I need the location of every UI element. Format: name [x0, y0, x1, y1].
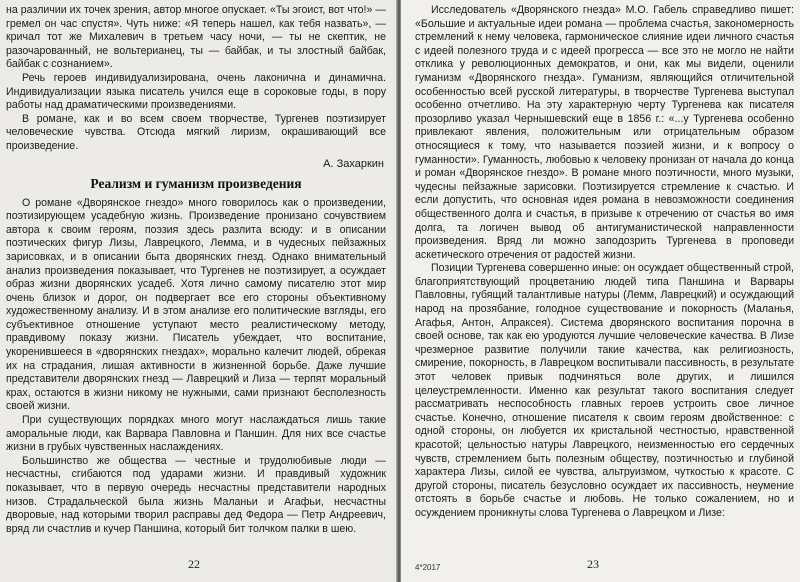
page-number: 23: [587, 557, 599, 571]
paragraph: Речь героев индивидуализирована, очень лаконична и динамична. Индивидуализации языка писатель учился еще в сороковые годы, в пору работы над драматическими произведениями.: [6, 71, 386, 112]
paragraph: Позиции Тургенева совершенно иные: он осуждает общественный строй, благоприятствующий процветанию людей типа Паншина и Варвары Павловны, губящий талантливые натуры (Лемм, Лаврецкий) и осуждающий народ на прозябание, голодное существование и покорность (Маланья, Агафья, Антон, Апраксея). Система дворянского воспитания порочна в своей основе, так как ею уродуются лучшие человеческие качества. В Лизе чрезмерное развитие получили такие качества, как религиозность, смирение, покорность, в Лаврецком воспитывали пассивность, в результате этот человек привык подчиняться воле других, и лишился целеустремленности. Именно как результат такого воспитания следует рассматривать неспособность главных героев устроить свое личное счастье. Конечно, отношение писателя к своим героям двойственное: с одной стороны, он любуется их кристальной честностью, нравственной красотой; цельностью натуры Лаврецкого, неизменностью его сердечных чувств, стремлением быть полезным обществу, поэтичностью и глубиной характера Лизы, силой ее чувства, альтруизмом, чуткостью к красоте. С другой стороны, писатель безусловно осуждает их пассивность, неумение отстоять в борьбе счастье и любовь. Не только сожалением, но и осуждением проникнуты слова Тургенева о Лаврецком и Лизе:: [415, 262, 795, 519]
page-number: 22: [188, 557, 200, 571]
right-page-text: [415, 4, 794, 521]
paragraph: В романе, как и во всем своем творчестве, Тургенев поэтизирует человеческие чувства. Отсюда мягкий лиризм, окрашивающий все произведение.: [6, 112, 386, 152]
paragraph: на различии их точек зрения, автор многое опускает. «Ты эгоист, вот что!» — гремел он час спустя». Чуть ниже: «Я теперь нашел, как тебя назвать», — кричал тот же Михалевич в третьем часу ночи, — ты не скептик, не разочарованный, не вольтерианец, ты — байбак, и ты злостный байбак, байбак с сознанием».: [6, 4, 386, 71]
issue-mark: 4*2017: [415, 563, 441, 572]
author-signature: А. Захаркин: [323, 157, 384, 170]
paragraph: Большинство же общества — честные и трудолюбивые люди — несчастны, сгибаются под ударами жизни. И правдивый художник показывает, что в первую очередь несчастны представители народных низов. Страдальческой была жизнь Маланьи и Агафьи, несчастны дворовые, над которыми творил расправы дед Федора — Петр Андреевич, вряд ли счастлив и кучер Паншина, который бит толчком палки в шею.: [6, 454, 386, 535]
right-page: [401, 0, 800, 582]
section-text: [6, 197, 386, 537]
paragraph: Исследователь «Дворянского гнезда» М.О. Габель справедливо пишет: «Большие и актуальные идеи романа — проблема счастья, закономерность стремлений к нему человека, гармоническое слияние идеи личного счастья с идеей полезного труда и с идеей прогресса — все это не могло не найти отклика у революционных демократов, и они, как мы видели, оценили гуманизм «Дворянского гнезда». Гуманизм, являющийся отличительной особенностью всей русской литературы, в творчестве Тургенева выступал особенно отчетливо. На эту характерную черту Тургенева как писателя прозорливо указал Чернышевский еще в 1856 г.: «...у Тургенева особенно привлекают явления, положительным или отрицательным образом относящиеся к тому, что называется поэзией жизни, и к вопросу о гуманности». Гуманность, любовью к человеку пронизан от начала до конца и роман «Дворянское гнездо». В романе много поэтичности, много музыки, чудесны пейзажные зарисовки. Поэтизируется стремление к счастью. И если допустить, что основная идея романа в невозможности соединения общественного долга и счастья, в призыве к отречению от счастья во имя долга, та логичен вывод об антигуманистической направленности произведения. Вряд ли можно заподозрить Тургенева в проповеди аскетического отречения от радостей жизни.: [415, 4, 794, 261]
left-page: [0, 0, 398, 582]
left-page-text: [6, 4, 386, 154]
section-title: Реализм и гуманизм произведения: [90, 175, 302, 191]
paragraph: При существующих порядках много могут наслаждаться лишь такие аморальные люди, как Варвара Павловна и Паншин. Для них все счастье жизни в грубых чувственных наслаждениях.: [6, 414, 386, 454]
paragraph: О романе «Дворянское гнездо» много говорилось как о произведении, поэтизирующем усадебную жизнь. Произведение пронизано сочувствием автора к своим героям, поэзия здесь разлита всюду: и в описании поэтических фигур Лизы, Лаврецкого, Лемма, и в чудесных пейзажных зарисовках, и в описании быта дворянских гнезд. Однако внимательный анализ произведения показывает, что Тургенев не поэтизирует, а осуждает образ жизни дворянских усадеб. Хотя лично самому писателю этот мир очень близок и дорог, он подвергает все его стороны объективному художественному анализу. И в этом анализе его политические взгляды, его субъективное отношение уступают место реалистическому методу, правдивому показу жизни. Писатель убеждает, что воспитание, укоренившееся в «дворянских гнездах», морально калечит людей, обрекая их на страдания, лишая активности в жизненной борьбе. Даже лучшие представители дворянских гнезд — Лаврецкий и Лиза — терпят моральный крах, остаются в жизни никому не нужными, сами признают бесполезность своей жизни.: [6, 196, 386, 413]
